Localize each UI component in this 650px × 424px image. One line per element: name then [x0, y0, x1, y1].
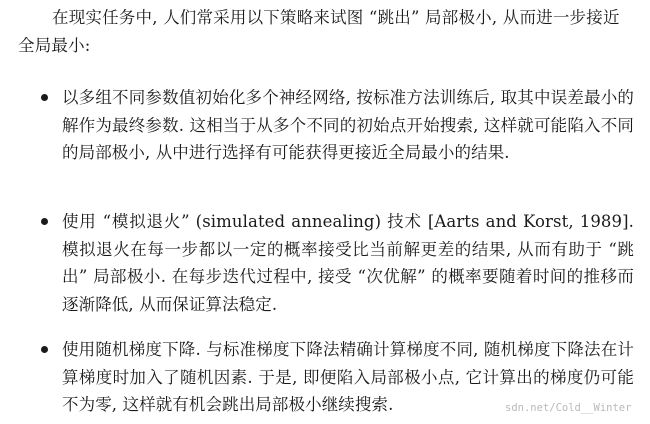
bullet-dot-icon [41, 218, 48, 225]
bullet-dot-icon [41, 94, 48, 101]
intro-paragraph: 在现实任务中, 人们常采用以下策略来试图 “跳出” 局部极小, 从而进一步接近全局最小: [18, 8, 620, 55]
list-item-text: 以多组不同参数值初始化多个神经网络, 按标准方法训练后, 取其中误差最小的解作为最终参数. 这相当于从多个不同的初始点开始搜索, 这样就可能陷入不同的局部极小, 从中进行选择有可能获得更接近全局最小的结果. [62, 88, 634, 162]
list-item-text: 使用 “模拟退火” (simulated annealing) 技术 [Aarts and Korst, 1989]. 模拟退火在每一步都以一定的概率接受比当前解更差的结果, 从而有助于 “跳出” 局部极小. 在每步迭代过程中, 接受 “次优解” 的概率要随着时间的推移而逐渐降低, 从而保证算法稳定. [62, 212, 634, 314]
bullet-dot-icon [41, 346, 48, 353]
list-item-text: 使用随机梯度下降. 与标准梯度下降法精确计算梯度不同, 随机梯度下降法在计算梯度时加入了随机因素. 于是, 即便陷入局部极小点, 它计算出的梯度仍可能不为零, 这样就有机会跳出局部极小继续搜索. [62, 340, 634, 414]
watermark: sdn.net/Cold__Winter [505, 402, 632, 414]
